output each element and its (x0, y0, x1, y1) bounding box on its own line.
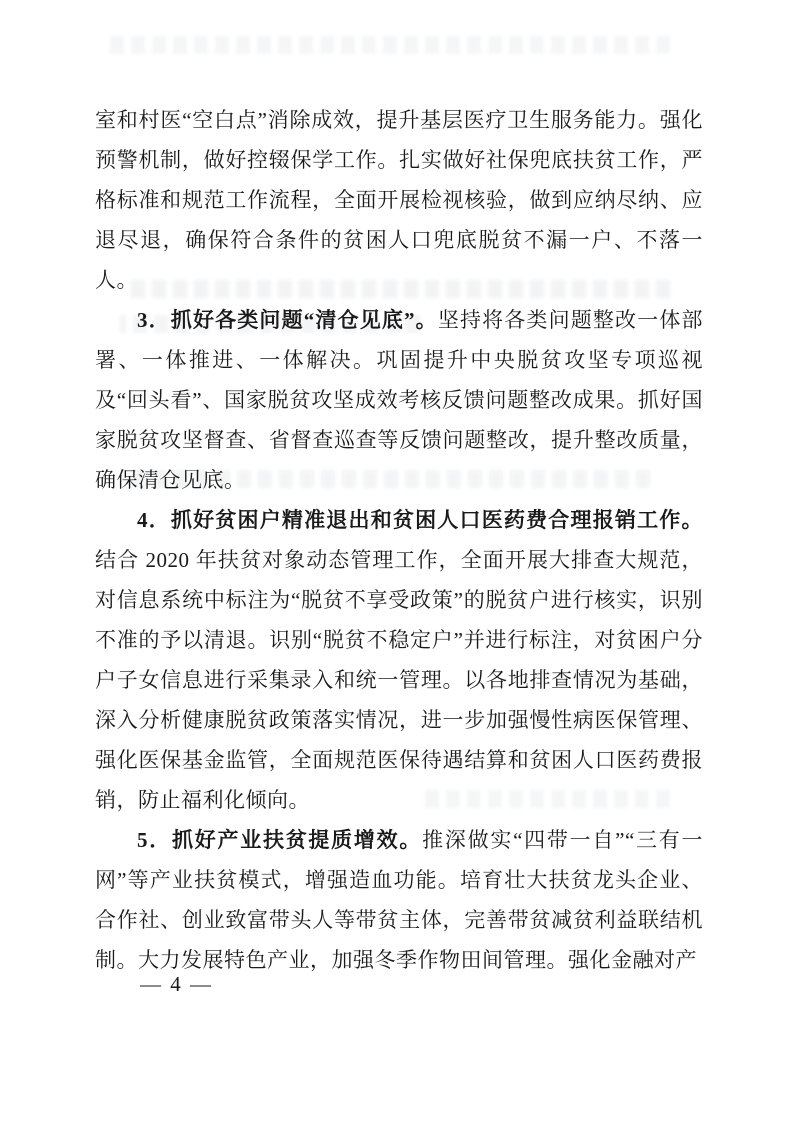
paragraph-lead-bold: 3．抓好各类问题“清仓见底”。 (137, 308, 438, 332)
paragraph-text: 室和村医“空白点”消除成效，提升基层医疗卫生服务能力。强化预警机制，做好控辍保学工作。扎实做好社保兜底扶贫工作，严格标准和规范工作流程，全面开展检视核验，做到应纳尽纳、应退尽退，确保符合条件的贫困人口兜底脱贫不漏一户、不落一人。 (95, 108, 703, 292)
document-body (95, 100, 703, 980)
paragraph-item-5 (95, 820, 703, 980)
paragraph-lead-bold: 4．抓好贫困户精准退出和贫困人口医药费合理报销工作。 (137, 508, 703, 532)
paragraph-lead-bold: 5．抓好产业扶贫提质增效。 (137, 828, 423, 852)
paragraph-text: 结合 2020 年扶贫对象动态管理工作，全面开展大排查大规范，对信息系统中标注为“脱贫不享受政策”的脱贫户进行核实，识别不准的予以清退。识别“脱贫不稳定户”并进行标注，对贫困户分户子女信息进行采集录入和统一管理。以各地排查情况为基础，深入分析健康脱贫政策落实情况，进一步加强慢性病医保管理、强化医保基金监管，全面规范医保待遇结算和贫困人口医药费报销，防止福利化倾向。 (95, 548, 703, 812)
bleedthrough-smudge (110, 36, 670, 54)
paragraph-text: 坚持将各类问题整改一体部署、一体推进、一体解决。巩固提升中央脱贫攻坚专项巡视及“回头看”、国家脱贫攻坚成效考核反馈问题整改成果。抓好国家脱贫攻坚督查、省督查巡查等反馈问题整改，提升整改质量，确保清仓见底。 (95, 308, 704, 492)
paragraph-item-3 (95, 300, 703, 500)
paragraph-text: 推深做实“四带一自”“三有一网”等产业扶贫模式，增强造血功能。培育壮大扶贫龙头企业、合作社、创业致富带头人等带贫主体，完善带贫减贫利益联结机制。大力发展特色产业，加强冬季作物田间管理。强化金融对产 (95, 828, 703, 972)
paragraph-continuation (95, 100, 703, 300)
page-number: — 4 — (140, 972, 213, 996)
paragraph-item-4 (95, 500, 703, 820)
